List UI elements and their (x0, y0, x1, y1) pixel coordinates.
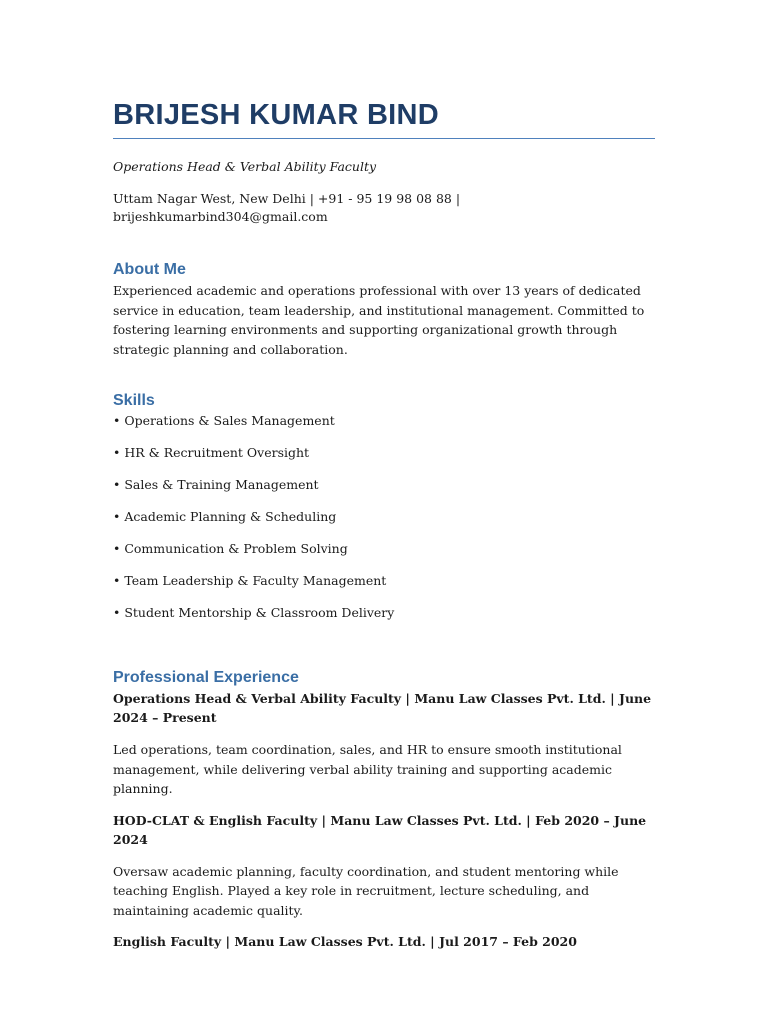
job-subtitle: Operations Head & Verbal Ability Faculty (113, 159, 377, 174)
skills-heading: Skills (113, 392, 155, 409)
job-heading: English Faculty | Manu Law Classes Pvt. Ltd. | Jul 2017 – Feb 2020 (113, 934, 577, 949)
skill-item: • HR & Recruitment Oversight (113, 445, 310, 460)
skill-item: • Sales & Training Management (113, 477, 319, 492)
candidate-name: BRIJESH KUMAR BIND (113, 96, 655, 139)
job-heading: Operations Head & Verbal Ability Faculty | Manu Law Classes Pvt. Ltd. | June 2024 – Present (113, 691, 652, 725)
skill-item: • Student Mentorship & Classroom Delivery (113, 605, 395, 620)
experience-heading: Professional Experience (113, 669, 299, 686)
resume-page (113, 96, 655, 951)
about-heading: About Me (113, 261, 186, 278)
job-description: Oversaw academic planning, faculty coordination, and student mentoring while teaching English. Played a key role in recruitment, lecture scheduling, and maintaining academic quality. (113, 863, 619, 918)
skills-list (113, 412, 655, 636)
skill-item: • Communication & Problem Solving (113, 541, 348, 556)
skill-item: • Academic Planning & Scheduling (113, 509, 337, 524)
contact-line: Uttam Nagar West, New Delhi | +91 - 95 19 98 08 88 | brijeshkumarbind304@gmail.com (113, 191, 461, 224)
about-text: Experienced academic and operations professional with over 13 years of dedicated service in education, team leadership, and institutional management. Committed to fostering learning environments and supporting organizational growth through strategic planning and collaboration. (113, 283, 645, 357)
job-description: Led operations, team coordination, sales, and HR to ensure smooth institutional management, while delivering verbal ability training and supporting academic planning. (113, 742, 622, 796)
skill-item: • Team Leadership & Faculty Management (113, 573, 387, 588)
skill-item: • Operations & Sales Management (113, 413, 335, 428)
job-heading: HOD-CLAT & English Faculty | Manu Law Classes Pvt. Ltd. | Feb 2020 – June 2024 (113, 812, 647, 847)
